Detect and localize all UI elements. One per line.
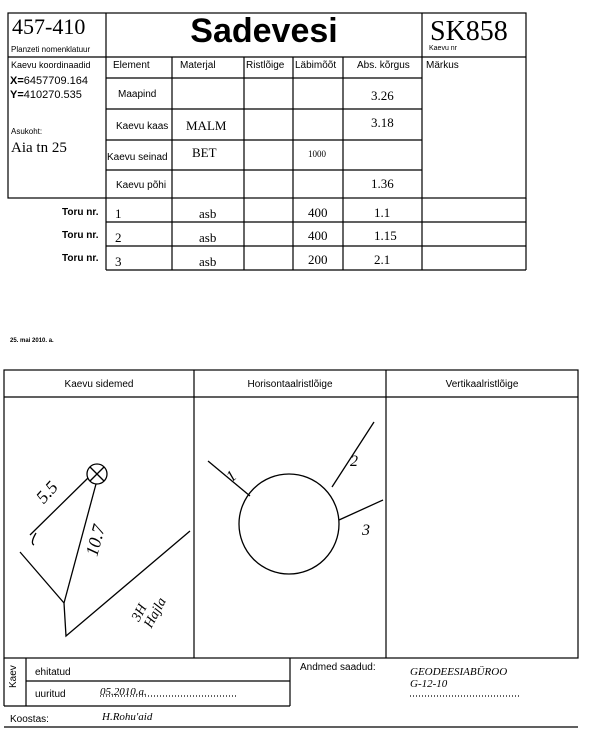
pipe-material: asb	[199, 230, 217, 245]
data-source-value: GEODEESIABÜROO	[410, 666, 508, 678]
pipe-label-3: 3	[362, 522, 370, 539]
row-element: Maapind	[118, 89, 157, 100]
pipe-label-2: 2	[350, 453, 358, 470]
data-source-code: G-12-10	[410, 678, 448, 690]
pipe-abs: 1.15	[374, 228, 397, 243]
pipe-diameter: 400	[308, 228, 328, 243]
col-header-section: Ristlõige	[246, 60, 285, 71]
well-vertical-label: Kaev	[8, 665, 19, 688]
pipe-label-1: 1	[223, 467, 241, 486]
coord-y-value: 410270.535	[23, 89, 82, 101]
building-note: 3H Hajla	[129, 595, 170, 631]
coord-y-label: Y=	[10, 89, 24, 101]
coords-caption: Kaevu koordinaadid	[11, 60, 91, 70]
col-title-ties: Kaevu sidemed	[64, 379, 134, 390]
pipe-diameter: 400	[308, 205, 328, 220]
col-title-horizontal: Horisontaalristlõige	[247, 379, 333, 390]
row-material: MALM	[186, 118, 227, 133]
row-element: Kaevu seinad	[107, 152, 168, 163]
well-circle	[239, 474, 339, 574]
address-value: Aia tn 25	[11, 140, 67, 156]
pipe-abs: 1.1	[374, 205, 391, 220]
pipe-nr: 3	[115, 254, 122, 269]
col-header-abs: Abs. kõrgus	[357, 60, 410, 71]
pipe-material: asb	[199, 254, 217, 269]
pipe-abs: 2.1	[374, 252, 391, 267]
row-element: Kaevu põhi	[116, 180, 167, 191]
dimension-b: 10.7	[81, 522, 110, 559]
coord-x	[10, 75, 88, 87]
col-header-material: Materjal	[180, 60, 216, 71]
author-label: Koostas:	[10, 714, 49, 725]
col-header-element: Element	[113, 60, 150, 71]
coord-x-label: X=	[10, 75, 24, 87]
pipe-diameter: 200	[308, 252, 328, 267]
well-caption: Kaevu nr	[429, 45, 458, 52]
address-caption: Asukoht:	[11, 127, 43, 136]
row-abs: 1.36	[371, 176, 394, 191]
data-source-label: Andmed saadud:	[300, 662, 376, 673]
coord-y	[10, 89, 82, 101]
row-diameter: 1000	[308, 149, 326, 159]
dimension-a: 5.5	[31, 477, 62, 508]
sheet-number: 457-410	[12, 14, 86, 39]
built-label: ehitatud	[35, 667, 71, 678]
page-title: Sadevesi	[190, 12, 338, 50]
pipe-material: asb	[199, 206, 217, 221]
row-material: BET	[192, 145, 217, 160]
pipe-nr: 2	[115, 230, 122, 245]
pipe-nr: 1	[115, 206, 122, 221]
horizontal-section-sketch	[208, 422, 383, 574]
pipe-label: Toru nr.	[62, 230, 99, 241]
author-value: H.Rohu'aid	[102, 711, 153, 723]
surveyed-value: 05.2010.a.	[100, 686, 147, 698]
pipe-label: Toru nr.	[62, 253, 99, 264]
col-header-notes: Märkus	[426, 60, 459, 71]
document-date: 25. mai 2010. a.	[10, 338, 54, 344]
row-abs: 3.18	[371, 115, 394, 130]
well-number: SK858	[430, 16, 508, 47]
row-element: Kaevu kaas	[116, 121, 169, 132]
pipe-label: Toru nr.	[62, 207, 99, 218]
sheet-caption: Planzeti nomenklatuur	[11, 45, 91, 54]
row-abs: 3.26	[371, 88, 394, 103]
coord-x-value: 6457709.164	[23, 75, 88, 87]
col-header-diameter: Läbimõõt	[295, 60, 337, 71]
surveyed-label: uuritud	[35, 689, 66, 700]
col-title-vertical: Vertikaalristlõige	[445, 379, 519, 390]
